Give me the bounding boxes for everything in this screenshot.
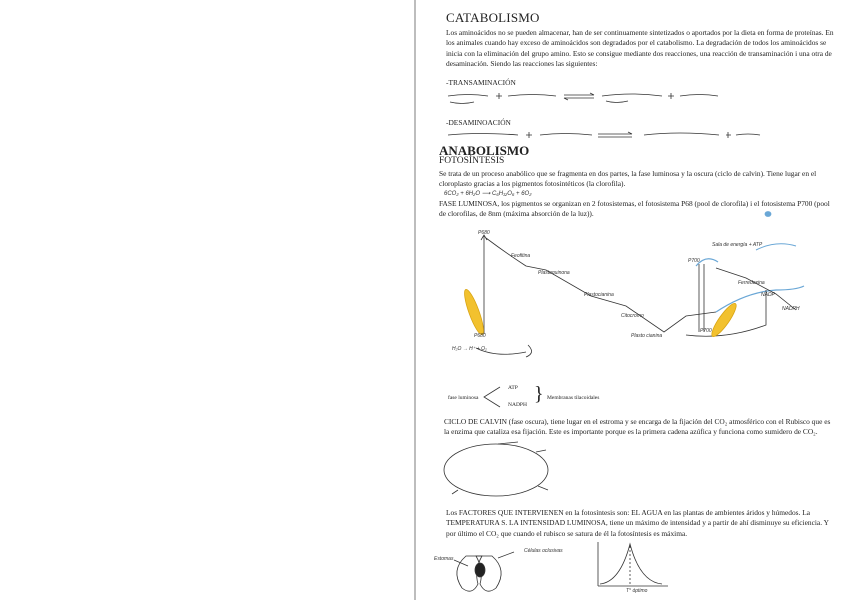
celulas-oclusivas-label: Células oclusivas <box>524 548 563 554</box>
p700-bottom-label: P700 <box>700 328 712 334</box>
calvin-paragraph: CICLO DE CALVIN (fase oscura), tiene lugar en el estroma y se encarga de la fijación del CO₂ atmosférico con el Rubisco que es la enzima que cataliza esa fijación. Este es importante porque es la primera cadena azúfica y funciona como sumidero de CO₂. <box>444 417 831 437</box>
blue-legend-dot <box>765 212 771 217</box>
desaminacion-reaction-sketch <box>446 126 766 142</box>
energy-atp-note: Sala de energía + ATP <box>712 242 763 248</box>
fase-luminosa-brace: } <box>534 383 544 405</box>
transaminacion-label: -TRANSAMINACIÓN <box>446 78 516 87</box>
fase-luminosa-branch <box>482 385 502 409</box>
optimo-label: T° óptimo <box>626 588 648 594</box>
stomata-sketch <box>436 548 566 598</box>
desaminacion-label: -DESAMINOACIÓN <box>446 118 511 127</box>
fase-luminosa-result-right: Membranas tilacoidales <box>547 395 600 401</box>
fase-luminosa-result-bottom: NADPH <box>508 402 527 408</box>
feofitina-label: Feofitina <box>511 253 531 259</box>
anabolismo-title: ANABOLISMO <box>439 143 530 158</box>
factores-paragraph: Los FACTORES QUE INTERVIENEN en la fotosíntesis son: EL AGUA en las plantas de ambientes áridos y húmedos. La TEMPERATURA S. LA INTENSIDAD LUMINOSA, tiene un máximo de intensidad y a partir de ahí disminuye su eficiencia. Y por último el CO₂ que cuando el rubisco se satura de él la fotosíntesis es máxima. <box>446 508 829 538</box>
citocromo-label: Citocromo <box>621 313 644 319</box>
fase-luminosa-paragraph: FASE LUMINOSA, los pigmentos se organizan en 2 fotosistemas, el fotosistema P68 (pool de clorofila) i el fotosistema P700 (pool de clorofilas, de 8nm (máxima absorción de la luz)). <box>439 199 830 219</box>
fase-luminosa-result-left: fase luminosa <box>448 395 479 401</box>
document-page <box>416 0 848 600</box>
fase-luminosa-result-top: ATP <box>508 385 518 391</box>
ferredoxina-label: Ferredoxina <box>738 280 765 286</box>
temperature-curve-sketch <box>594 540 674 594</box>
estomas-label: Estomas <box>434 556 454 562</box>
plastocianina-label: Plastocianina <box>584 292 614 298</box>
viewer-blank-area <box>0 0 414 600</box>
catabolismo-paragraph: Los aminoácidos no se pueden almacenar, han de ser continuamente sintetizados o aportados por la dieta en forma de proteínas. En los animales cuando hay exceso de aminoácidos son degradados por el catabolismo. La degradación de todos los aminoácidos se inicia con la eliminación del grupo amino. Esto se consigue mediante dos reacciones, una reacción de transaminación i una otra de desaminación. Siendo las reacciones las siguientes: <box>446 28 834 68</box>
nadp-label: NADP <box>761 292 775 298</box>
p680-bottom-label: P680 <box>474 333 486 339</box>
fotosintesis-intro: Se trata de un proceso anabólico que se fragmenta en dos partes, la fase luminosa y la oscura (ciclo de calvin). Tiene lugar en el cloroplasto gracias a los pigmentos fotosintéticos (la clorofila). <box>439 169 817 189</box>
z-scheme-diagram <box>416 220 848 360</box>
p680-top-label: P680 <box>478 230 490 236</box>
catabolismo-title: CATABOLISMO <box>446 10 540 25</box>
transaminacion-reaction-sketch <box>446 88 746 110</box>
water-split-label: H₂O → H⁺ + O₂ <box>452 346 487 352</box>
plasto-cianina-label: Plasto cianina <box>631 333 663 339</box>
p680-highlight <box>461 288 487 337</box>
plastoquinona-label: Plastoquinona <box>538 270 570 276</box>
p700-top-label: P700 <box>688 258 700 264</box>
fotosintesis-subtitle: FOTOSÍNTESIS <box>439 156 505 166</box>
fotosintesis-equation: 6CO₂ + 6H₂O ⟶ C₆H₁₂O₆ + 6O₂ <box>444 191 532 197</box>
nadph-label: NADPH <box>782 306 800 312</box>
calvin-cycle-sketch <box>438 440 558 500</box>
